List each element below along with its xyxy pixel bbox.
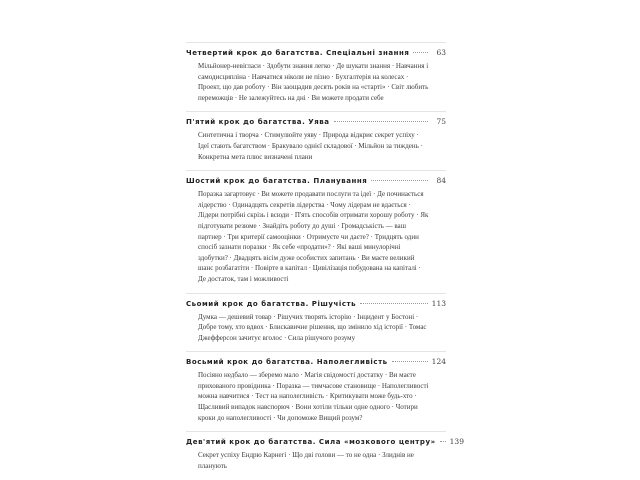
toc-section-step-7	[186, 293, 446, 344]
toc-entry[interactable]	[186, 174, 446, 187]
page-number: 63	[436, 48, 446, 57]
chapter-title: Восьмий крок до багатства. Наполегливість	[186, 358, 388, 367]
chapter-subtopics: Синтетична і творча · Стимулюйте уяву · Природа відкриє секрет успіху · Ідеї стають багатством · Бракувало однієї складової · Мільйон за тиждень · Конкретна мета плюс визначені плани	[198, 131, 423, 161]
page-number: 139	[449, 437, 464, 447]
dot-leader	[392, 361, 428, 362]
chapter-subtopics: Секрет успіху Ендрю Карнегі · Що дві голови — то не одна · Злиднів не планують	[198, 451, 414, 470]
chapter-title: Шостий крок до багатства. Планування	[186, 177, 368, 186]
toc-entry[interactable]	[186, 115, 446, 128]
chapter-title: Дев'ятий крок до багатства. Сила «мозкового центру»	[186, 438, 436, 447]
table-of-contents	[186, 42, 464, 479]
chapter-title: Сьомий крок до багатства. Рішучість	[186, 299, 357, 308]
chapter-subtopics: Думка — дешевий товар · Рішучих творять історію · Інцидент у Бостоні · Добре тому, хто вдвох · Блискавичне рішення, що змінило хід історії · Томас Джефферсон зачитує вголос · Сила рішучого розуму	[198, 312, 427, 342]
toc-entry[interactable]	[186, 297, 446, 310]
toc-section-step-8	[186, 351, 446, 423]
dot-leader	[334, 121, 428, 122]
toc-entry[interactable]	[186, 435, 464, 448]
chapter-title: П'ятий крок до багатства. Уява	[186, 118, 330, 127]
toc-entry[interactable]	[186, 355, 446, 368]
page-number: 75	[436, 117, 446, 127]
page-number: 124	[431, 357, 446, 367]
chapter-subtopics: Поразка загартовує · Ви можете продавати послуги та ідеї · Де починається лідерство · Одинадцять секретів лідерства · Чому лідерам не вдається · Лідери потрібні скрізь і всюди · П'ять способів отримати хорошу роботу · Як підготувати резюме · Знайдіть роботу до душі · Громадськість — ваш партнер · Три критерії самооцінки · Отримуєте чи даєте? · Тридцять один спосіб зазнати поразки · Як себе «продати»? · Які ваші минулорічні здобутки? · Двадцять вісім дуже особистих запитань · Ви маєте великий шанс розбагатіти · Повірте в капітал · Цивілізація побудована на капіталі · Де достаток, там і можливості	[198, 190, 429, 283]
page-number: 84	[436, 176, 446, 186]
toc-section-step-4	[186, 42, 446, 103]
dot-leader	[413, 52, 428, 53]
dot-leader	[360, 303, 428, 304]
chapter-subtopics: Посіяно недбало — зберемо мало · Магія свідомості достатку · Ви маєте прихованого провідника · Поразка — тимчасове становище · Наполегливості можна навчитися · Тест на наполегливість · Критикувати може будь-хто · Щасливий випадок навспорюч · Вони хотіли тільки одне одного · Чотири кроки до наполегливості · Чи допоможе Вищий розум?	[198, 371, 429, 422]
toc-section-step-9	[186, 431, 464, 471]
dot-leader	[371, 180, 428, 181]
toc-section-step-6	[186, 170, 446, 284]
page-number: 113	[431, 298, 446, 308]
toc-section-step-5	[186, 111, 446, 162]
dot-leader	[440, 441, 446, 442]
chapter-subtopics: Мільйонер-невігласи · Здобути знання легко · Де шукати знання · Навчання і самодисципліна · Навчатися ніколи не пізно · Бухгалтерія на колесах · Проект, що дав роботу · Він заощадив десять років на «старті» · Світ любить переможців · Не залежуйтесь на дні · Ви можете продати себе	[198, 62, 429, 102]
chapter-title: Четвертий крок до багатства. Спеціальні знання	[186, 49, 410, 57]
toc-entry[interactable]	[186, 46, 446, 59]
